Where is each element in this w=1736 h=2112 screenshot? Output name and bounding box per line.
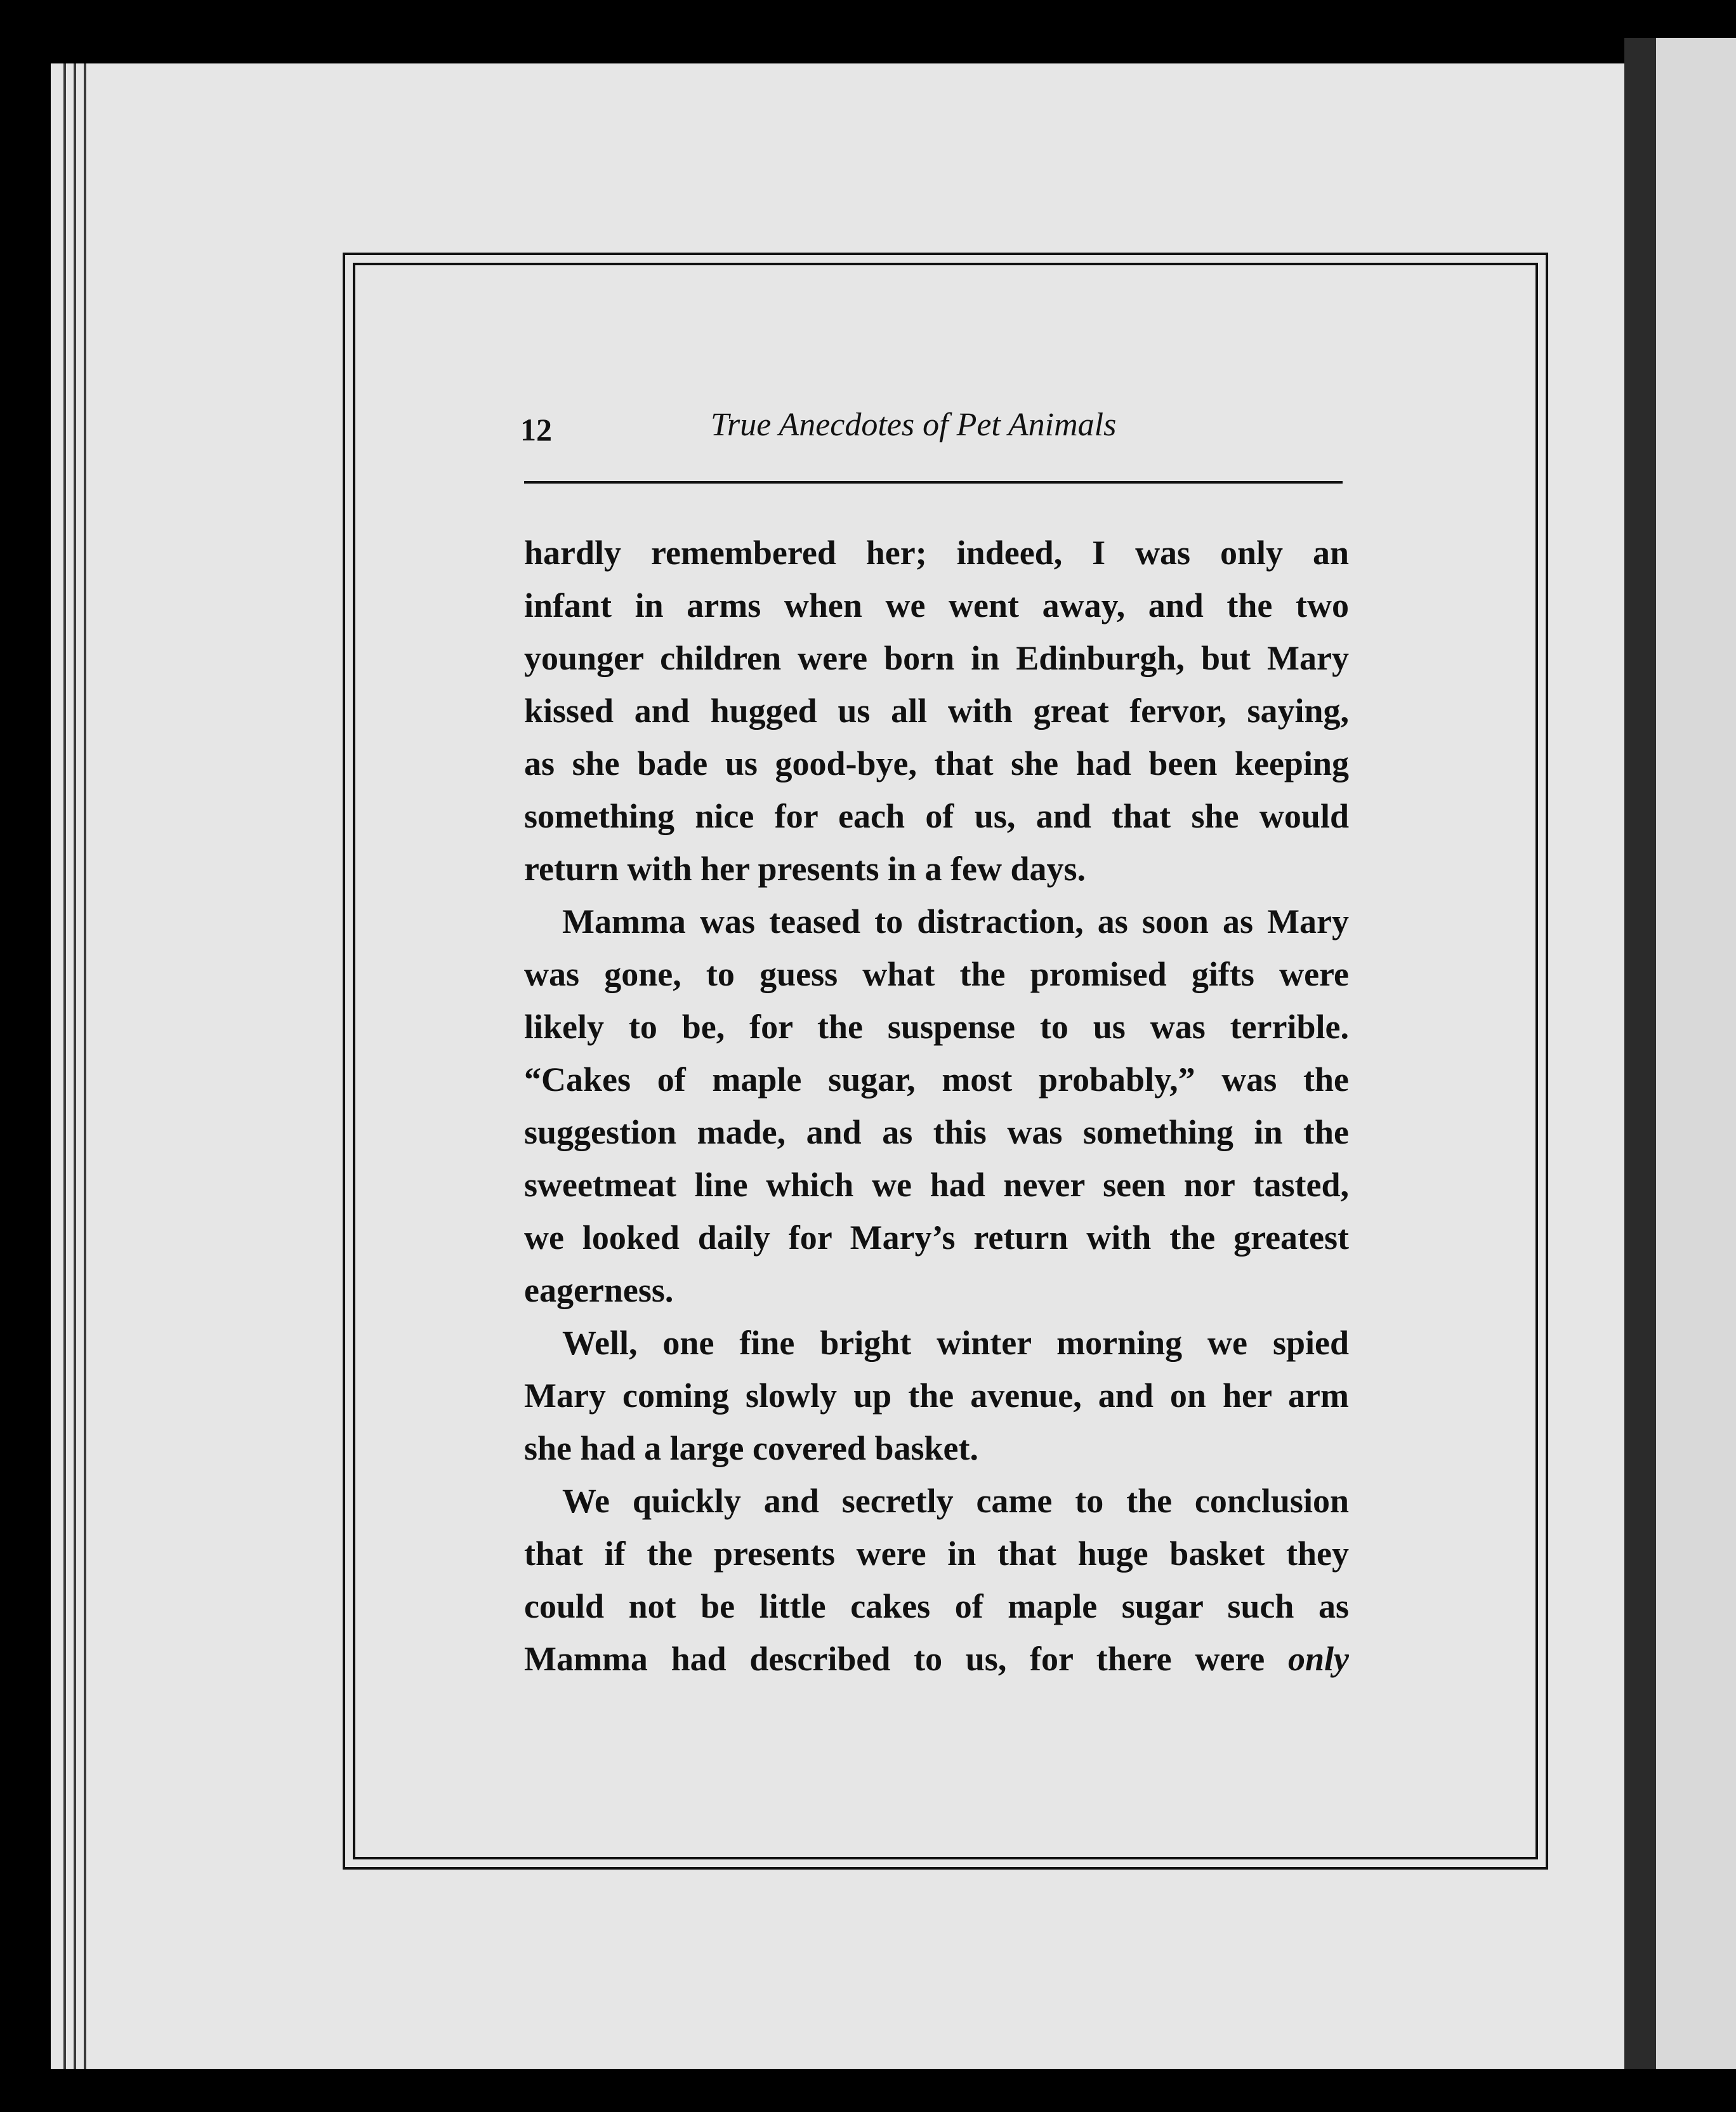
page-edge-line [63, 63, 66, 2069]
body-text [524, 527, 1349, 1686]
text-line [524, 1633, 1349, 1686]
paragraph [524, 1475, 1349, 1686]
paragraph [524, 895, 1349, 1317]
text-line: she had a large covered basket. [524, 1429, 978, 1467]
text-line: suggestion made, and as this was something in the [524, 1113, 1349, 1151]
text-line: that if the presents were in that huge basket they [524, 1534, 1349, 1573]
text-line: Mamma was teased to distraction, as soon as Mary [562, 902, 1349, 940]
text-line: something nice for each of us, and that she would [524, 797, 1349, 835]
adjacent-page-strip [1656, 38, 1736, 2069]
running-title: True Anecdotes of Pet Animals [711, 407, 1117, 443]
text-line: infant in arms when we went away, and the two [524, 586, 1349, 624]
text-line: hardly remembered her; indeed, I was only an [524, 534, 1349, 572]
text-line: as she bade us good-bye, that she had been keeping [524, 744, 1349, 782]
paragraph [524, 527, 1349, 895]
running-head [520, 406, 1345, 457]
text-line: could not be little cakes of maple sugar such as [524, 1587, 1349, 1625]
text-line: We quickly and secretly came to the conclusion [562, 1482, 1349, 1520]
italic-word: only [1287, 1640, 1349, 1678]
page-edge-line [74, 63, 76, 2069]
text-line: was gone, to guess what the promised gifts were [524, 955, 1349, 993]
text-line: Mary coming slowly up the avenue, and on her arm [524, 1376, 1349, 1415]
paragraph [524, 1317, 1349, 1475]
text-line: kissed and hugged us all with great fervor, saying, [524, 692, 1349, 730]
text-fragment: Mamma had described to us, for there were [524, 1640, 1265, 1678]
text-line: Well, one fine bright winter morning we spied [562, 1324, 1349, 1362]
page-number: 12 [520, 412, 552, 447]
text-line: return with her presents in a few days. [524, 850, 1086, 888]
text-line: we looked daily for Mary’s return with the greatest [524, 1218, 1349, 1257]
book-cover-edge [1624, 38, 1656, 2069]
text-line: “Cakes of maple sugar, most probably,” was the [524, 1060, 1349, 1099]
text-line: likely to be, for the suspense to us was terrible. [524, 1008, 1349, 1046]
text-line: sweetmeat line which we had never seen nor tasted, [524, 1166, 1349, 1204]
text-line: eagerness. [524, 1271, 674, 1309]
header-rule [524, 481, 1343, 484]
text-line: younger children were born in Edinburgh, but Mary [524, 639, 1349, 677]
page-edge-line [84, 63, 86, 2069]
